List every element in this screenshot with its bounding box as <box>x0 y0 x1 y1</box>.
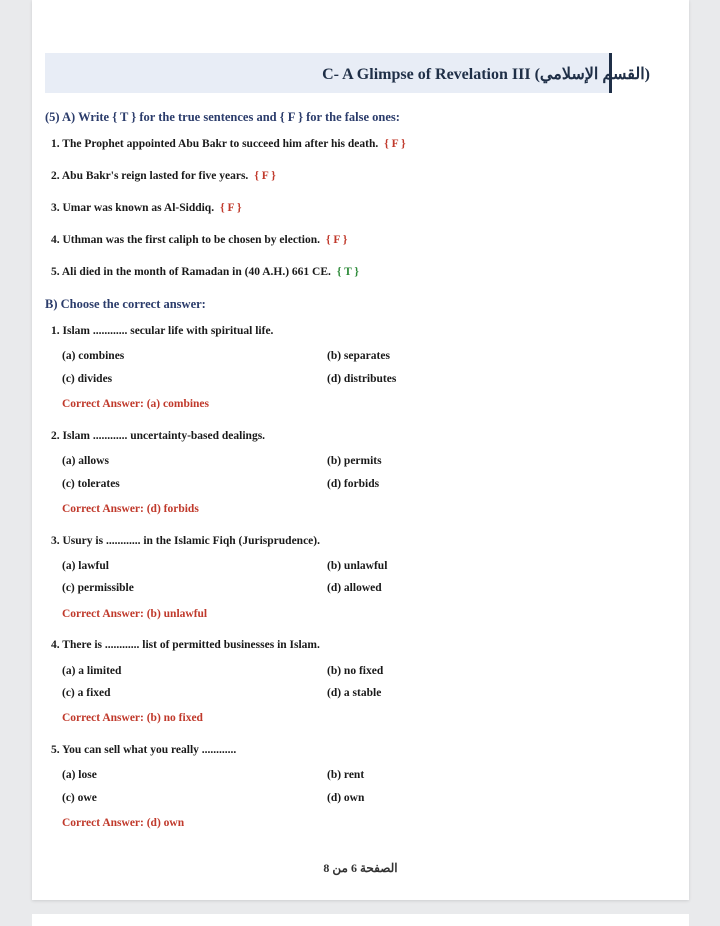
mcq-question: 2. Islam ............ uncertainty-based dealings. <box>51 430 266 442</box>
mcq-option: (d) a stable <box>327 687 382 699</box>
page-number: الصفحة 6 من 8 <box>323 861 398 875</box>
mcq-option: (a) a limited <box>62 665 122 677</box>
tf-item: 4. Uthman was the first caliph to be chosen by election. { F } <box>51 234 348 246</box>
tf-item: 3. Umar was known as Al-Siddiq. { F } <box>51 202 242 214</box>
mcq-option: (d) forbids <box>327 478 380 490</box>
part-a-heading: (5) A) Write { T } for the true sentences and { F } for the false ones: <box>45 110 400 124</box>
mcq-option: (a) lose <box>62 769 97 781</box>
tf-item: 1. The Prophet appointed Abu Bakr to succeed him after his death. { F } <box>51 138 406 150</box>
tf-item: 2. Abu Bakr's reign lasted for five years. { F } <box>51 170 276 182</box>
mcq-option: (b) permits <box>327 455 382 467</box>
mcq-option: (a) combines <box>62 350 125 362</box>
correct-answer: Correct Answer: (d) forbids <box>62 503 199 515</box>
mcq-question: 1. Islam ............ secular life with spiritual life. <box>51 325 274 337</box>
tf-mark: { F } <box>384 138 406 150</box>
correct-answer: Correct Answer: (b) unlawful <box>62 608 208 620</box>
mcq-option: (c) permissible <box>62 582 134 594</box>
document-page <box>32 0 689 900</box>
mcq-option: (c) divides <box>62 373 113 385</box>
tf-mark: { F } <box>254 170 276 182</box>
mcq-option: (b) unlawful <box>327 560 388 572</box>
mcq-option: (b) rent <box>327 769 365 781</box>
tf-item: 5. Ali died in the month of Ramadan in (40 A.H.) 661 CE. { T } <box>51 266 359 278</box>
mcq-option: (d) distributes <box>327 373 397 385</box>
mcq-option: (b) no fixed <box>327 665 384 677</box>
mcq-option: (a) allows <box>62 455 109 467</box>
tf-mark: { F } <box>325 234 348 246</box>
mcq-option: (d) allowed <box>327 582 382 594</box>
correct-answer: Correct Answer: (b) no fixed <box>62 712 203 724</box>
mcq-option: (c) a fixed <box>62 687 111 699</box>
page-title: C- A Glimpse of Revelation III (القسم الإسلامي) <box>322 66 650 83</box>
mcq-question: 5. You can sell what you really ............ <box>51 744 237 756</box>
part-b-heading: B) Choose the correct answer: <box>45 297 206 311</box>
tf-mark: { T } <box>336 266 359 278</box>
mcq-option: (c) owe <box>62 792 97 804</box>
mcq-option: (c) tolerates <box>62 478 120 490</box>
correct-answer: Correct Answer: (a) combines <box>62 398 210 410</box>
mcq-option: (a) lawful <box>62 560 109 572</box>
tf-mark: { F } <box>220 202 242 214</box>
correct-answer: Correct Answer: (d) own <box>62 817 185 829</box>
mcq-question: 3. Usury is ............ in the Islamic Fiqh (Jurisprudence). <box>51 535 320 547</box>
next-page-edge <box>32 914 689 926</box>
mcq-option: (b) separates <box>327 350 390 362</box>
mcq-question: 4. There is ............ list of permitted businesses in Islam. <box>51 639 320 651</box>
mcq-option: (d) own <box>327 792 365 804</box>
